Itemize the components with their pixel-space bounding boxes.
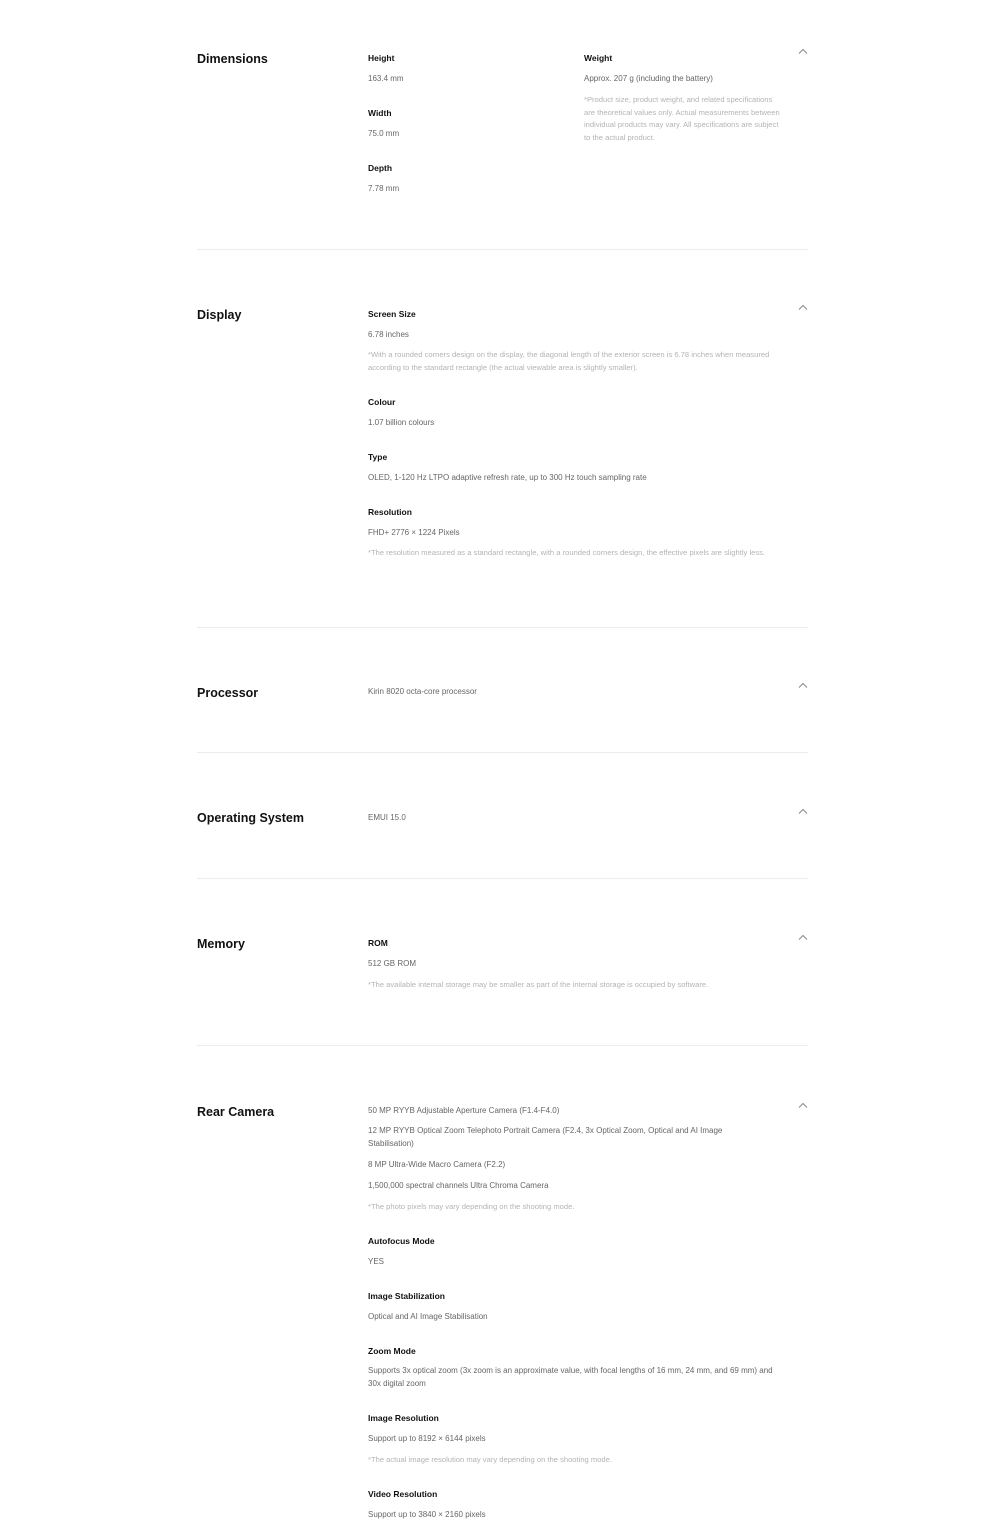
- spec-label-image-stabilization: Image Stabilization: [368, 1291, 445, 1301]
- spec-label-type: Type: [368, 452, 388, 462]
- chevron-up-icon[interactable]: [798, 47, 808, 57]
- spec-value-camera-main: 50 MP RYYB Adjustable Aperture Camera (F1.4-F4.0): [368, 1106, 560, 1115]
- spec-value-image-resolution: Support up to 8192 × 6144 pixels: [368, 1434, 486, 1443]
- spec-value-type: OLED, 1-120 Hz LTPO adaptive refresh rate, up to 300 Hz touch sampling rate: [368, 473, 647, 482]
- spec-value-rom: 512 GB ROM: [368, 959, 417, 968]
- chevron-up-icon[interactable]: [798, 807, 808, 817]
- section-title: Display: [197, 308, 242, 322]
- spec-value-os: EMUI 15.0: [368, 813, 406, 822]
- spec-note-resolution: *The resolution measured as a standard rectangle, with a rounded corners design, the effective pixels are slightly less.: [368, 548, 766, 557]
- chevron-up-icon[interactable]: [798, 681, 808, 691]
- spec-label-autofocus: Autofocus Mode: [368, 1236, 435, 1246]
- spec-label-colour: Colour: [368, 397, 396, 407]
- spec-section-rear-camera: [197, 1046, 808, 1525]
- spec-value-resolution: FHD+ 2776 × 1224 Pixels: [368, 528, 460, 537]
- spec-value-width: 75.0 mm: [368, 129, 400, 138]
- spec-note-screen-size: *With a rounded corners design on the display, the diagonal length of the exterior screen is 6.78 inches when measured according to the standard rectangle (the actual viewable area is slightly smaller).: [368, 350, 770, 372]
- spec-value-zoom-mode: Supports 3x optical zoom (3x zoom is an approximate value, with focal lengths of 16 mm, 24 mm, and 69 mm) and 30x digital zoom: [368, 1366, 773, 1388]
- spec-note-rom: *The available internal storage may be smaller as part of the internal storage is occupied by software.: [368, 980, 709, 989]
- spec-section-memory: [197, 879, 808, 1046]
- section-title: Memory: [197, 937, 245, 951]
- spec-value-colour: 1.07 billion colours: [368, 418, 435, 427]
- section-title: Dimensions: [197, 52, 268, 66]
- spec-value-video-resolution: Support up to 3840 × 2160 pixels: [368, 1510, 486, 1519]
- spec-label-rom: ROM: [368, 938, 388, 948]
- chevron-up-icon[interactable]: [798, 933, 808, 943]
- spec-label-video-resolution: Video Resolution: [368, 1489, 438, 1499]
- spec-value-weight: Approx. 207 g (including the battery): [584, 74, 713, 83]
- spec-label-weight: Weight: [584, 53, 613, 63]
- spec-note-camera: *The photo pixels may vary depending on the shooting mode.: [368, 1202, 575, 1211]
- chevron-up-icon[interactable]: [798, 303, 808, 313]
- section-title: Rear Camera: [197, 1105, 275, 1119]
- spec-value-camera-telephoto: 12 MP RYYB Optical Zoom Telephoto Portrait Camera (F2.4, 3x Optical Zoom, Optical and AI Image Stabilisation): [368, 1126, 723, 1148]
- spec-section-display: [197, 250, 808, 628]
- spec-value-autofocus: YES: [368, 1257, 385, 1266]
- spec-section-operating-system: [197, 753, 808, 879]
- spec-value-image-stabilization: Optical and AI Image Stabilisation: [368, 1312, 488, 1321]
- spec-label-screen-size: Screen Size: [368, 309, 416, 319]
- spec-label-image-resolution: Image Resolution: [368, 1413, 439, 1423]
- spec-label-resolution: Resolution: [368, 507, 412, 517]
- spec-value-depth: 7.78 mm: [368, 184, 400, 193]
- spec-label-height: Height: [368, 53, 395, 63]
- spec-note-image-resolution: *The actual image resolution may vary depending on the shooting mode.: [368, 1455, 612, 1464]
- spec-value-height: 163.4 mm: [368, 74, 404, 83]
- spec-value-camera-macro: 8 MP Ultra-Wide Macro Camera (F2.2): [368, 1160, 506, 1169]
- spec-label-width: Width: [368, 108, 392, 118]
- section-title: Processor: [197, 686, 259, 700]
- spec-value-camera-chroma: 1,500,000 spectral channels Ultra Chroma Camera: [368, 1181, 549, 1190]
- spec-section-processor: [197, 628, 808, 753]
- spec-value-screen-size: 6.78 inches: [368, 330, 409, 339]
- section-title: Operating System: [197, 811, 304, 825]
- chevron-up-icon[interactable]: [798, 1101, 808, 1111]
- spec-section-dimensions: [197, 0, 808, 250]
- spec-value-processor: Kirin 8020 octa-core processor: [368, 687, 477, 696]
- spec-label-zoom-mode: Zoom Mode: [368, 1346, 416, 1356]
- spec-label-depth: Depth: [368, 163, 393, 173]
- spec-note-weight: *Product size, product weight, and related specifications are theoretical values only. Actual measurements between individual products may vary. All specifications are subject to the actual product.: [584, 95, 780, 142]
